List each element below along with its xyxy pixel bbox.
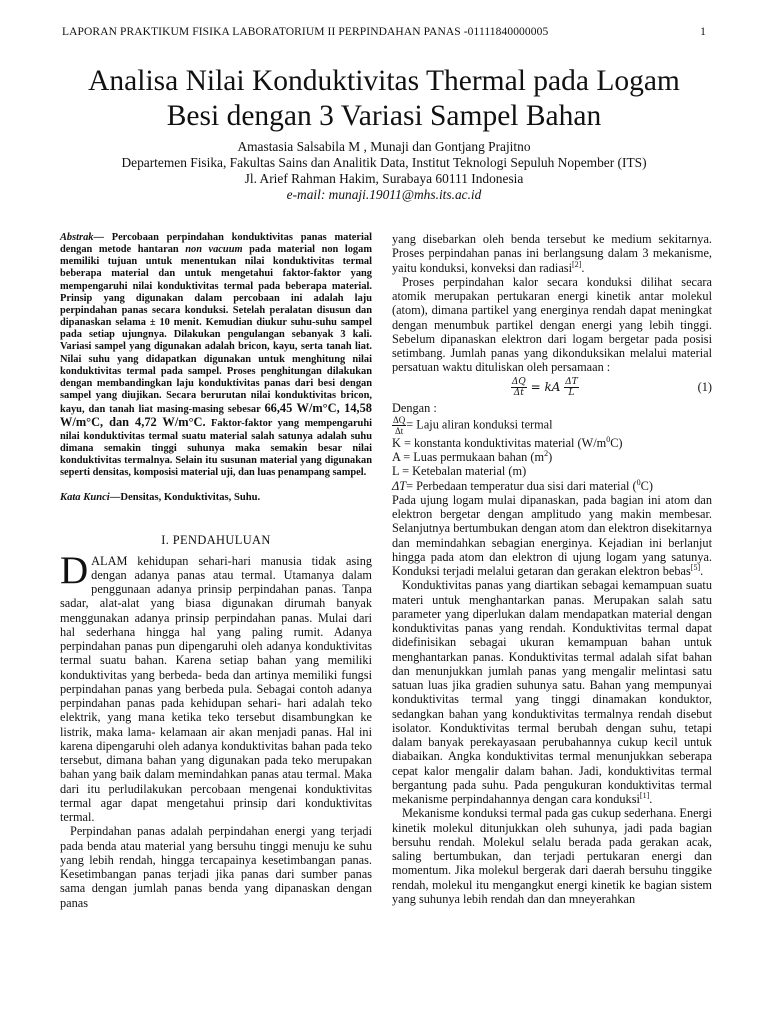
definitions-heading: Dengan :	[392, 400, 437, 415]
email-label: e-mail	[286, 187, 321, 202]
keywords-label: Kata Kunci	[60, 492, 110, 504]
author-address: Jl. Arief Rahman Hakim, Surabaya 60111 Indonesia	[244, 171, 524, 186]
equation-body: $\frac{\Delta Q}{\Delta t}$ = kA $\frac{\Delta T}{L}$	[511, 377, 578, 398]
right-paragraph-3: Konduktivitas panas yang diartikan sebagai kemampuan suatu materi untuk menghantarkan panas. Merupakan salah satu parameter yang diperlukan dalam mendapatkan material dengan konduktivitas panas yang rendah. Konduktivitas termal dapat didefinisikan sebagai ukuran kemampuan bahan untuk menghantarkan panas. Konduktivitas termal adalah sifat bahan dan menunjukkan jumlah panas yang mengalir melintasi satu satuan luas jika gradien suhunya satu. Bahan yang mempunyai konduktivitas termal yang tinggi dinamakan konduktor, sedangkan bahan yang konduktivitas termalnya rendah disebut isolator. Konduktivitas termal berubah dengan suhu, tetapi dalam banyak perekayasaan perubahannya cukup kecil untuk diabaikan. Angka konduktivitas termal menunjukkan seberapa cepat kalor mengalir dalam bahan. Jadi, konduktivitas termal bergantung pada suhu. Pada pengukuran konduktivitas termal mekanisme perpindahannya dengan cara konduksi[1].	[392, 578, 712, 806]
intro-paragraph-1: DALAM kehidupan sehari-hari manusia tidak asing dengan adanya panas atau termal. Utamanya dalam penggunaan adanya prinsip perpindahan panas. Tanpa sadar, alat-alat yang biasa digunakan dirumah banyak menggunakan adanya prinsip perpindahan panas. Mulai dari hal sederhana hingga hal yang paling rumit. Adanya perpindahan panas pun dipengaruhi oleh adanya konduktivitas termal suatu bahan. Karena setiap bahan yang memiliki konduktivitas yang berbeda- beda dan artinya memiliki fungsi perpindahan panas yang berbeda pula. Sebagai contoh adanya perpindahan panas pada kehidupan sehari- hari adalah teko elektrik, yang mana ketika teko tersebut disambungkan ke listrik, maka lama- kelamaan air akan menjadi panas. Hal ini karena dipengaruhi oleh adanya konduktivitas bahan pada teko tersebut, dimana bahan yang digunakan pada teko merupakan bahan yang baik dalam memindahkan panas atau termal. Maka dari itu perludilakukan percobaan mengenai konduktivitas termal agar dapat mengetahui prinsip dari konduktivitas termal.	[60, 548, 372, 825]
definition-3: A = Luas permukaan bahan $(m^2)$	[392, 448, 553, 464]
title-line-1: Analisa Nilai Konduktivitas Thermal pada Logam	[88, 65, 680, 97]
running-title: LAPORAN PRAKTIKUM FISIKA LABORATORIUM II PERPINDAHAN PANAS -01111840000005	[62, 26, 549, 38]
equation-number: (1)	[697, 380, 712, 395]
abstract-label: Abstrak	[60, 232, 94, 243]
abstract-non-vacuum: non vacuum	[185, 244, 243, 256]
title-line-2: Besi dengan 3 Variasi Sampel Bahan	[166, 100, 602, 132]
right-paragraph-1: Proses perpindahan kalor secara konduksi dilihat secara atomik merupakan pertukaran energi kinetik antar molekul (atom), dimana partikel yang energinya rendah dapat meningkat dengan menumbuk partikel dengan energi yang lebih tinggi. Sebelum dipanaskan elektron dari logam bergetar pada posisi setimbang. Jumlah panas yang dikonduksikan melalui material persatuan waktu dituliskan oleh persamaan :	[392, 274, 712, 375]
definition-2: K = konstanta konduktivitas material $(W/m^0C)$	[392, 434, 623, 450]
author-email-line: e-mail: munaji.19011@mhs.its.ac.id	[286, 187, 482, 202]
author-names: Amastasia Salsabila M , Munaji dan Gontjang Prajitno	[237, 139, 531, 154]
left-column	[60, 232, 372, 910]
equation-middle: = kA	[530, 380, 561, 394]
citation-1: [1]	[639, 790, 650, 800]
definition-5: ΔT= Perbedaan temperatur dua sisi dari material ($^0$C)	[392, 477, 653, 493]
section-heading-pendahuluan: I. PENDAHULUAN	[161, 533, 271, 548]
running-header	[62, 26, 706, 38]
keywords-text: —Densitas, Konduktivitas, Suhu.	[109, 492, 261, 504]
right-column	[392, 232, 712, 906]
abstract-values: 66,45 W/m°C, 14,58 W/m°C, dan 4,72 W/m°C.	[60, 401, 372, 430]
intro-paragraph-2: Perpindahan panas adalah perpindahan energi yang terjadi pada benda atau material yang bersuhu tinggi menuju ke suhu yang lebih rendah, hingga tercapainya kesetimbangan panas. Kesetimbangan panas terjadi jika panas dari sumber panas sama dengan jumlah panas benda yang dipanaskan dengan panas	[60, 824, 372, 910]
equation-1	[392, 375, 712, 401]
definition-1: $\frac{\Delta Q}{\Delta t}$ = Laju aliran konduksi termal	[393, 414, 553, 436]
citation-5: [5]	[690, 562, 701, 572]
author-email: munaji.19011@mhs.its.ac.id	[328, 187, 482, 202]
author-affiliation: Departemen Fisika, Fakultas Sains dan Analitik Data, Institut Teknologi Sepuluh Nopember (ITS)	[121, 155, 647, 170]
paper-title	[40, 64, 728, 134]
drop-cap: D	[60, 548, 89, 592]
citation-2: [2]	[572, 259, 582, 269]
keywords	[60, 491, 372, 505]
right-paragraph-4: Mekanisme konduksi termal pada gas cukup sederhana. Energi kinetik molekul ditunjukkan oleh suhunya, jadi pada bagian bersuhu rendah. Molekul selalu berada pada gerakan acak, saling bertumbukan, dan terjadi pertukaran energi dan momentum. Jika molekul bergerak dari daerah bersuhu tinggike rendah, molekul itu mengangkut energi kinetik ke bagian sistem yang suhunya lebih rendah dan dan mneyerahkan	[392, 806, 712, 906]
author-block	[40, 139, 728, 203]
abstract: Abstrak— Percobaan perpindahan konduktivitas panas material dengan metode hantaran non vacuum pada material non logam memiliki tujuan untuk menentukan nilai konduktivitas termal beberapa material dan untuk mengetahui faktor-faktor yang mempengaruhi nilai konduktivitas termal pada beberapa material. Prinsip yang digunakan dalam percobaan ini adalah laju perpindahan panas secara konduksi. Setelah peralatan disusun dan dipanaskan selama ± 10 menit. Kemudian diukur suhu-suhu sampel pada setiap ujungnya. Dilakukan pengulangan sebanyak 3 kali. Variasi sampel yang digunakan adalah bricon, kayu, serta tanah liat. Nilai suhu yang didapatkan digunakan untuk menghitung nilai konduktivitas termal pada sampel. Proses penghitungan dilakukan dengan membandingkan laju konduktivitas panas dari besi dengan sampel yang diujikan. Secara berurutan nilai konduktivitas bricon, kayu, dan tanah liat masing-masing sebesar 66,45 W/m°C, 14,58 W/m°C, dan 4,72 W/m°C. Faktor-faktor yang mempengaruhi nilai konduktivitas termal suatu material salah satunya adalah suhu dimana semakin tinggi suhunya maka semakin besar nilai konduktivitas termalnya. Selain itu susunan material yang digunakan seperti densitas, komposisi material uji, dan luas penampang sampel.	[60, 232, 373, 478]
definition-4: L = Ketebalan material (m)	[392, 464, 527, 479]
page-number: 1	[700, 26, 706, 38]
right-paragraph-2: Pada ujung logam mulai dipanaskan, pada bagian ini atom dan elektron bergetar dengan amplitudo yang makin membesar. Selanjutnya bertumbukan dengan atom dan elektron disekitarnya dan memindahkan sebagian energinya. Kejadian ini berlanjut hingga pada atom dan elektron di ujung logam yang satunya. Konduksi terjadi melalui getaran dan gerakan elektron bebas[5].	[392, 492, 712, 578]
right-paragraph-0: yang disebarkan oleh benda tersebut ke medium sekitarnya. Proses perpindahan panas ini berlangsung dalam 3 mekanisme, yaitu konduksi, konveksi dan radiasi[2].	[392, 232, 712, 275]
